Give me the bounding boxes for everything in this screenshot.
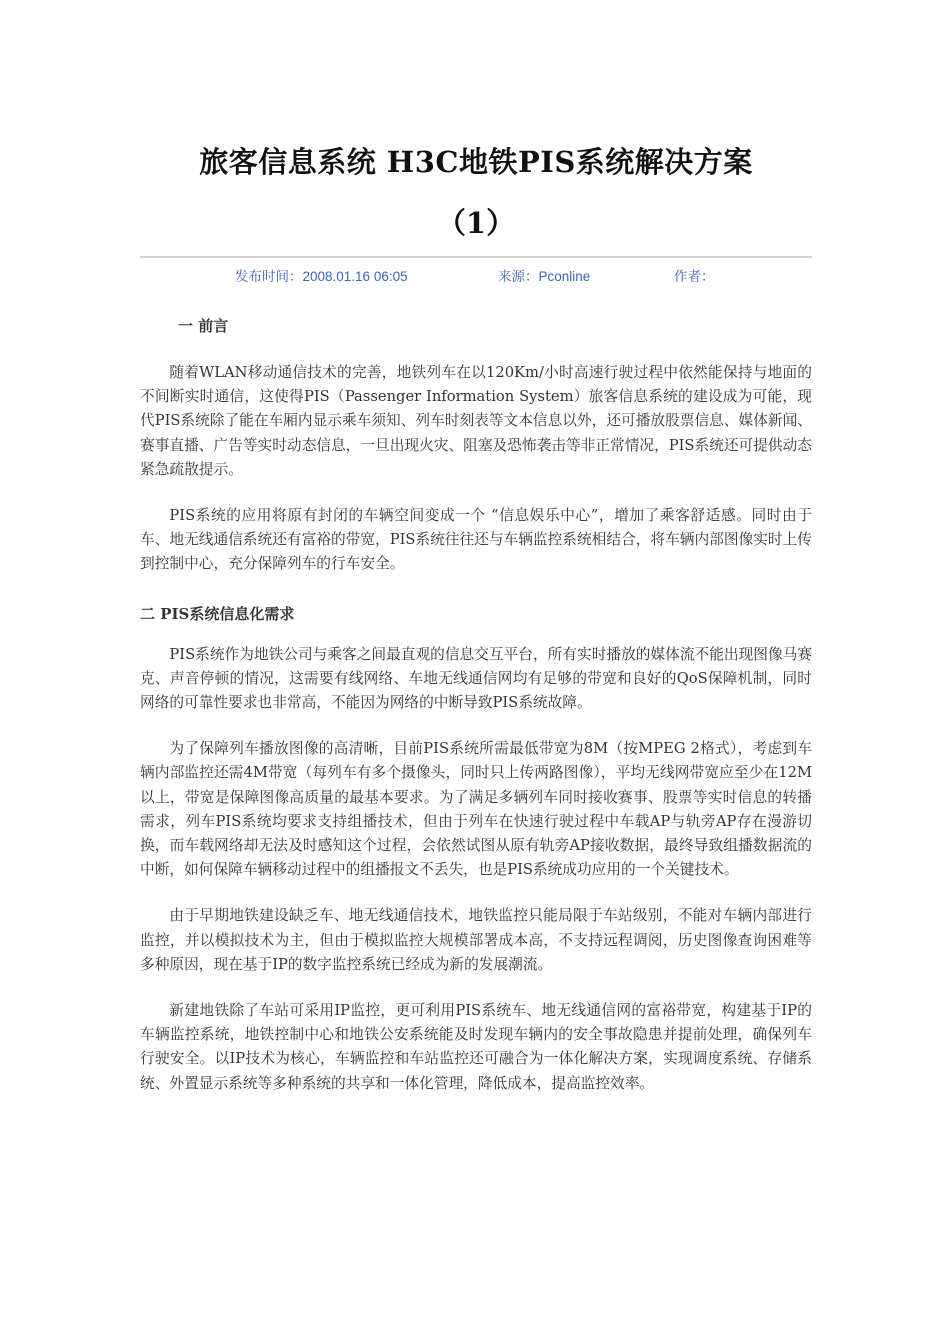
article-meta (140, 263, 812, 285)
section-heading-preface: 一 前言 (178, 317, 229, 335)
paragraph: 由于早期地铁建设缺乏车、地无线通信技术，地铁监控只能局限于车站级别，不能对车辆内部进行监控，并以模拟技术为主，但由于模拟监控大规模部署成本高，不支持远程调阅，历史图像查询困难等多种原因，现在基于IP的数字监控系统已经成为新的发展潮流。 (140, 907, 812, 973)
article-author: 作者： (674, 269, 715, 284)
article (140, 138, 812, 1096)
title-divider (140, 256, 812, 258)
paragraph: 为了保障列车播放图像的高清晰，目前PIS系统所需最低带宽为8M（按MPEG 2格式），考虑到车辆内部监控还需4M带宽（每列车有多个摄像头，同时只上传两路图像），平均无线网带宽应至少在12M以上，带宽是保障图像高质量的最基本要求。为了满足多辆列车同时接收赛事、股票等实时信息的转播需求，列车PIS系统均要求支持组播技术，但由于列车在快速行驶过程中车载AP与轨旁AP存在漫游切换，而车载网络却无法及时感知这个过程，会依然试图从原有轨旁AP接收数据，最终导致组播数据流的中断，如何保障车辆移动过程中的组播报文不丢失，也是PIS系统成功应用的一个关键技术。 (140, 740, 812, 879)
paragraph: 随着WLAN移动通信技术的完善，地铁列车在以120Km/小时高速行驶过程中依然能保持与地面的不间断实时通信，这使得PIS（Passenger Information System）旅客信息系统的建设成为可能，现代PIS系统除了能在车厢内显示乘车须知、列车时刻表等文本信息以外，还可播放股票信息、媒体新闻、赛事直播、广告等实时动态信息，一旦出现火灾、阻塞及恐怖袭击等非正常情况，PIS系统还可提供动态紧急疏散提示。 (140, 364, 812, 478)
article-title: 旅客信息系统 H3C地铁PIS系统解决方案 (199, 145, 753, 179)
article-title-part-number: （1） (436, 206, 516, 240)
paragraph: PIS系统作为地铁公司与乘客之间最直观的信息交互平台，所有实时播放的媒体流不能出现图像马赛克、声音停顿的情况，这需要有线网络、车地无线通信网均有足够的带宽和良好的QoS保障机制，同时网络的可靠性要求也非常高，不能因为网络的中断导致PIS系统故障。 (140, 645, 813, 712)
article-source: 来源：Pconline (498, 269, 591, 284)
paragraph: 新建地铁除了车站可采用IP监控，更可利用PIS系统车、地无线通信网的富裕带宽，构建基于IP的车辆监控系统，地铁控制中心和地铁公安系统能及时发现车辆内的安全事故隐患并提前处理，确保列车行驶安全。以IP技术为核心，车辆监控和车站监控还可融合为一体化解决方案，实现调度系统、存储系统、外置显示系统等多种系统的共享和一体化管理，降低成本，提高监控效率。 (140, 1002, 812, 1092)
section-heading-requirements: 二 PIS系统信息化需求 (140, 604, 295, 623)
publish-time: 发布时间：2008.01.16 06:05 (235, 269, 408, 284)
paragraph: PIS系统的应用将原有封闭的车辆空间变成一个 “信息娱乐中心”，增加了乘客舒适感。同时由于车、地无线通信系统还有富裕的带宽，PIS系统往往还与车辆监控系统相结合，将车辆内部图像实时上传到控制中心，充分保障列车的行车安全。 (140, 507, 812, 573)
